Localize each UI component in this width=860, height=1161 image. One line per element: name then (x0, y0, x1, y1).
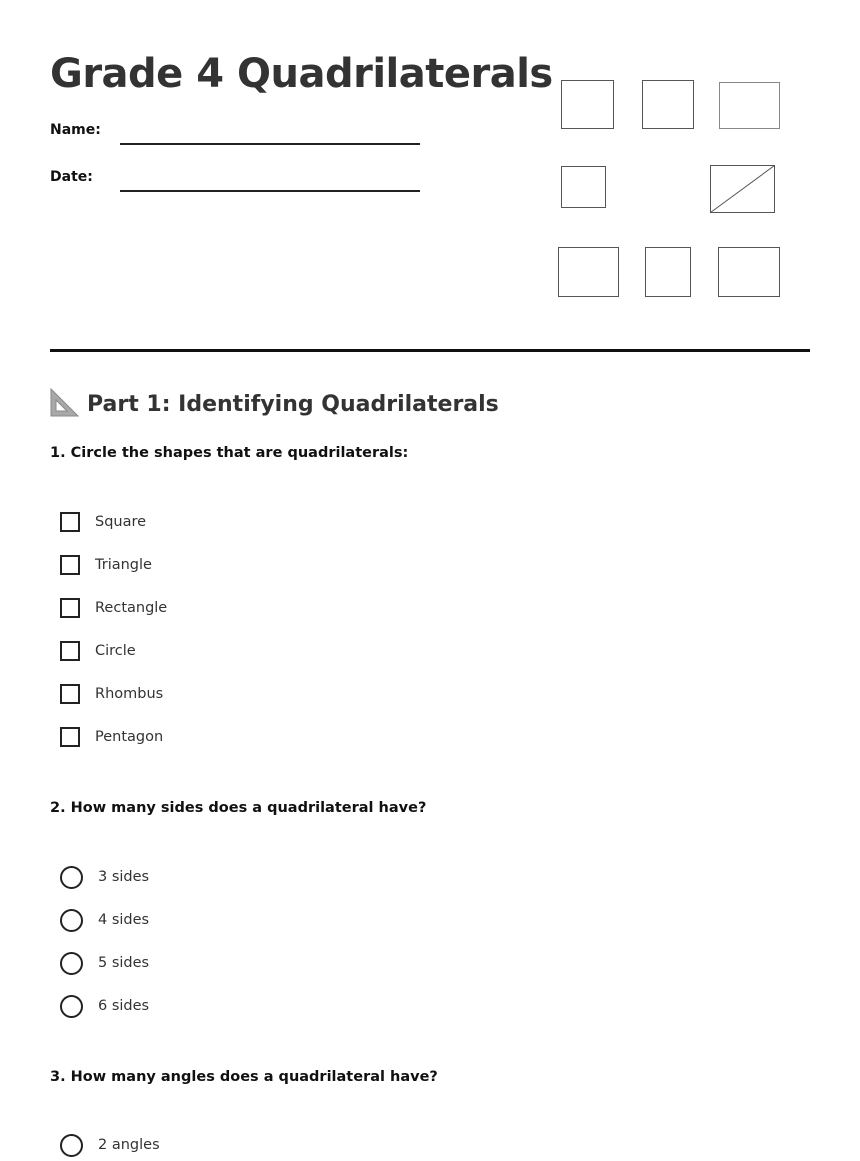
q2-option-5-sides[interactable] (60, 951, 149, 975)
shape-diagonal (711, 166, 775, 213)
option-label: Square (95, 514, 147, 530)
part1-title: Part 1: Identifying Quadrilaterals (87, 392, 499, 417)
checkbox[interactable] (60, 598, 80, 618)
option-label: Circle (95, 643, 136, 659)
shape-square (643, 81, 694, 129)
option-label: Rectangle (95, 600, 168, 616)
question-1-text: 1. Circle the shapes that are quadrilaterals: (50, 445, 409, 461)
q2-option-6-sides[interactable] (60, 994, 149, 1018)
shape-square (562, 81, 614, 129)
q1-option-circle[interactable] (60, 639, 136, 663)
date-label: Date: (50, 169, 93, 185)
option-label: 5 sides (98, 955, 150, 971)
q1-option-rhombus[interactable] (60, 682, 163, 706)
q1-option-square[interactable] (60, 510, 146, 534)
shape-square (646, 248, 691, 297)
q3-option-2-angles[interactable] (60, 1133, 160, 1157)
question-2-text: 2. How many sides does a quadrilateral have? (50, 800, 427, 816)
checkbox[interactable] (60, 641, 80, 661)
header-divider (50, 349, 810, 352)
option-label: Rhombus (95, 686, 164, 702)
checkbox[interactable] (60, 684, 80, 704)
date-field[interactable] (120, 190, 420, 192)
shape-rectangle (720, 83, 780, 129)
q1-option-triangle[interactable] (60, 553, 152, 577)
radio-button[interactable] (60, 866, 83, 889)
option-label: 4 sides (98, 912, 150, 928)
name-label: Name: (50, 122, 101, 138)
radio-button[interactable] (60, 909, 83, 932)
set-square-icon (50, 388, 79, 421)
checkbox[interactable] (60, 512, 80, 532)
q1-option-pentagon[interactable] (60, 725, 163, 749)
page-title: Grade 4 Quadrilaterals (50, 51, 553, 97)
option-label: 3 sides (98, 869, 150, 885)
name-field[interactable] (120, 143, 420, 145)
radio-button[interactable] (60, 952, 83, 975)
radio-button[interactable] (60, 995, 83, 1018)
checkbox[interactable] (60, 727, 80, 747)
checkbox[interactable] (60, 555, 80, 575)
option-label: Pentagon (95, 729, 164, 745)
part1-heading (50, 388, 499, 421)
shape-rectangle (719, 248, 780, 297)
radio-button[interactable] (60, 1134, 83, 1157)
shape-rectangle (559, 248, 619, 297)
question-3-text: 3. How many angles does a quadrilateral have? (50, 1069, 438, 1085)
option-label: Triangle (95, 557, 152, 573)
option-label: 2 angles (98, 1137, 160, 1153)
q2-option-3-sides[interactable] (60, 865, 149, 889)
q1-option-rectangle[interactable] (60, 596, 167, 620)
option-label: 6 sides (98, 998, 150, 1014)
shape-square (562, 167, 606, 208)
q2-option-4-sides[interactable] (60, 908, 149, 932)
quadrilateral-illustration (530, 52, 800, 326)
shapes-figure (530, 52, 800, 322)
